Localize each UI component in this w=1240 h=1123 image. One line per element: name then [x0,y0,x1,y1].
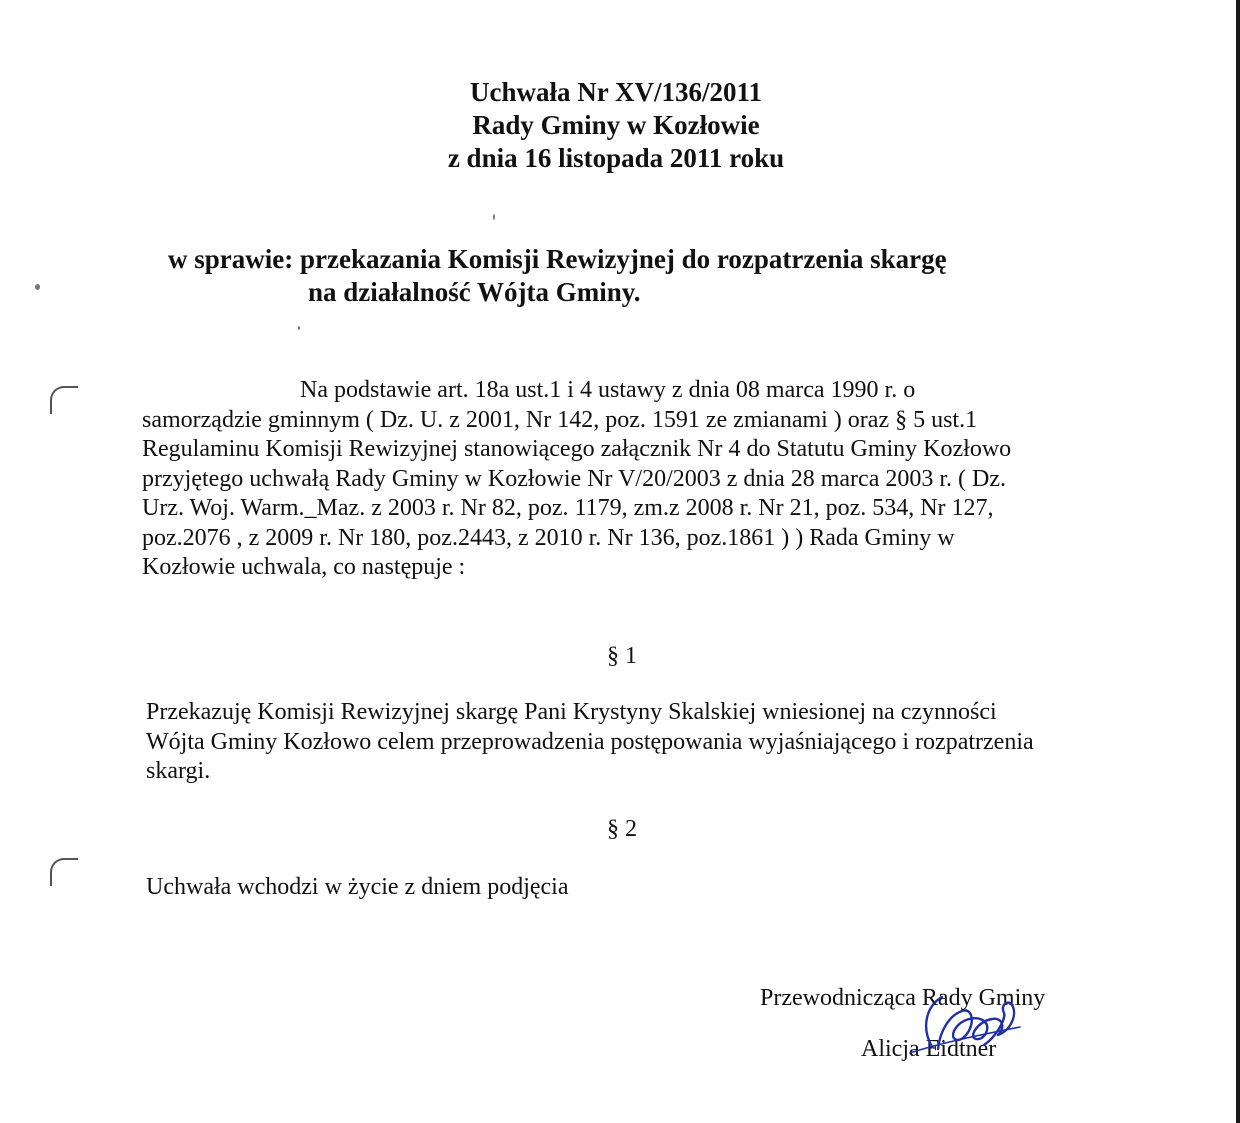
scan-speck [298,326,300,330]
page-edge [1236,0,1240,1123]
resolution-number: Uchwała Nr XV/136/2011 [469,77,762,107]
scan-speck [35,284,40,290]
punch-hole-mark [50,386,78,414]
paragraph-line: skargi. [146,758,211,784]
paragraph-line: Wójta Gminy Kozłowo celem przeprowadzenia postępowania wyjaśniającego i rozpatrzenia [146,728,1034,755]
section-2-mark: § 2 [607,816,637,842]
resolution-council: Rady Gminy w Kozłowie [472,110,760,140]
signatory-title: Przewodnicząca Rady Gminy [760,985,1046,1011]
legal-basis-paragraph [142,376,1011,583]
section-1-paragraph [146,698,1034,787]
paragraph-line: poz.2076 , z 2009 r. Nr 180, poz.2443, z 2010 r. Nr 136, poz.1861 ) ) Rada Gminy w [142,524,955,551]
paragraph-line: samorządzie gminnym ( Dz. U. z 2001, Nr 142, poz. 1591 ze zmianami ) oraz § 5 ust.1 [142,406,978,433]
paragraph-line: przyjętego uchwałą Rady Gminy w Kozłowie Nr V/20/2003 z dnia 28 marca 2003 r. ( Dz. [142,465,1006,492]
paragraph-line: Regulaminu Komisji Rewizyjnej stanowiącego załącznik Nr 4 do Statutu Gminy Kozłowo [142,436,1012,462]
paragraph-line: Na podstawie art. 18a ust.1 i 4 ustawy z dnia 08 marca 1990 r. o [300,377,916,403]
signatory-name: Alicja Eidtner [861,1036,997,1062]
paragraph-line: Urz. Woj. Warm._Maz. z 2003 r. Nr 82, poz. 1179, zm.z 2008 r. Nr 21, poz. 534, Nr 127, [142,495,994,521]
resolution-date: z dnia 16 listopada 2011 roku [447,143,785,173]
paragraph-line: Kozłowie uchwala, co następuje : [142,554,466,580]
paragraph-line: Uchwała wchodzi w życie z dniem podjęcia [146,874,569,900]
punch-hole-mark [50,858,78,886]
paragraph-line: Przekazuję Komisji Rewizyjnej skargę Pani Krystyny Skalskiej wniesionej na czynności [146,699,997,725]
handwritten-signature [880,975,1030,1065]
subject-line: w sprawie: przekazania Komisji Rewizyjnej do rozpatrzenia skargę [168,244,947,274]
section-1-mark: § 1 [607,643,637,669]
section-2-paragraph [146,873,568,903]
scan-speck [493,214,495,220]
resolution-header [300,76,932,175]
resolution-subject [168,243,947,309]
subject-line: na działalność Wójta Gminy. [308,277,641,307]
